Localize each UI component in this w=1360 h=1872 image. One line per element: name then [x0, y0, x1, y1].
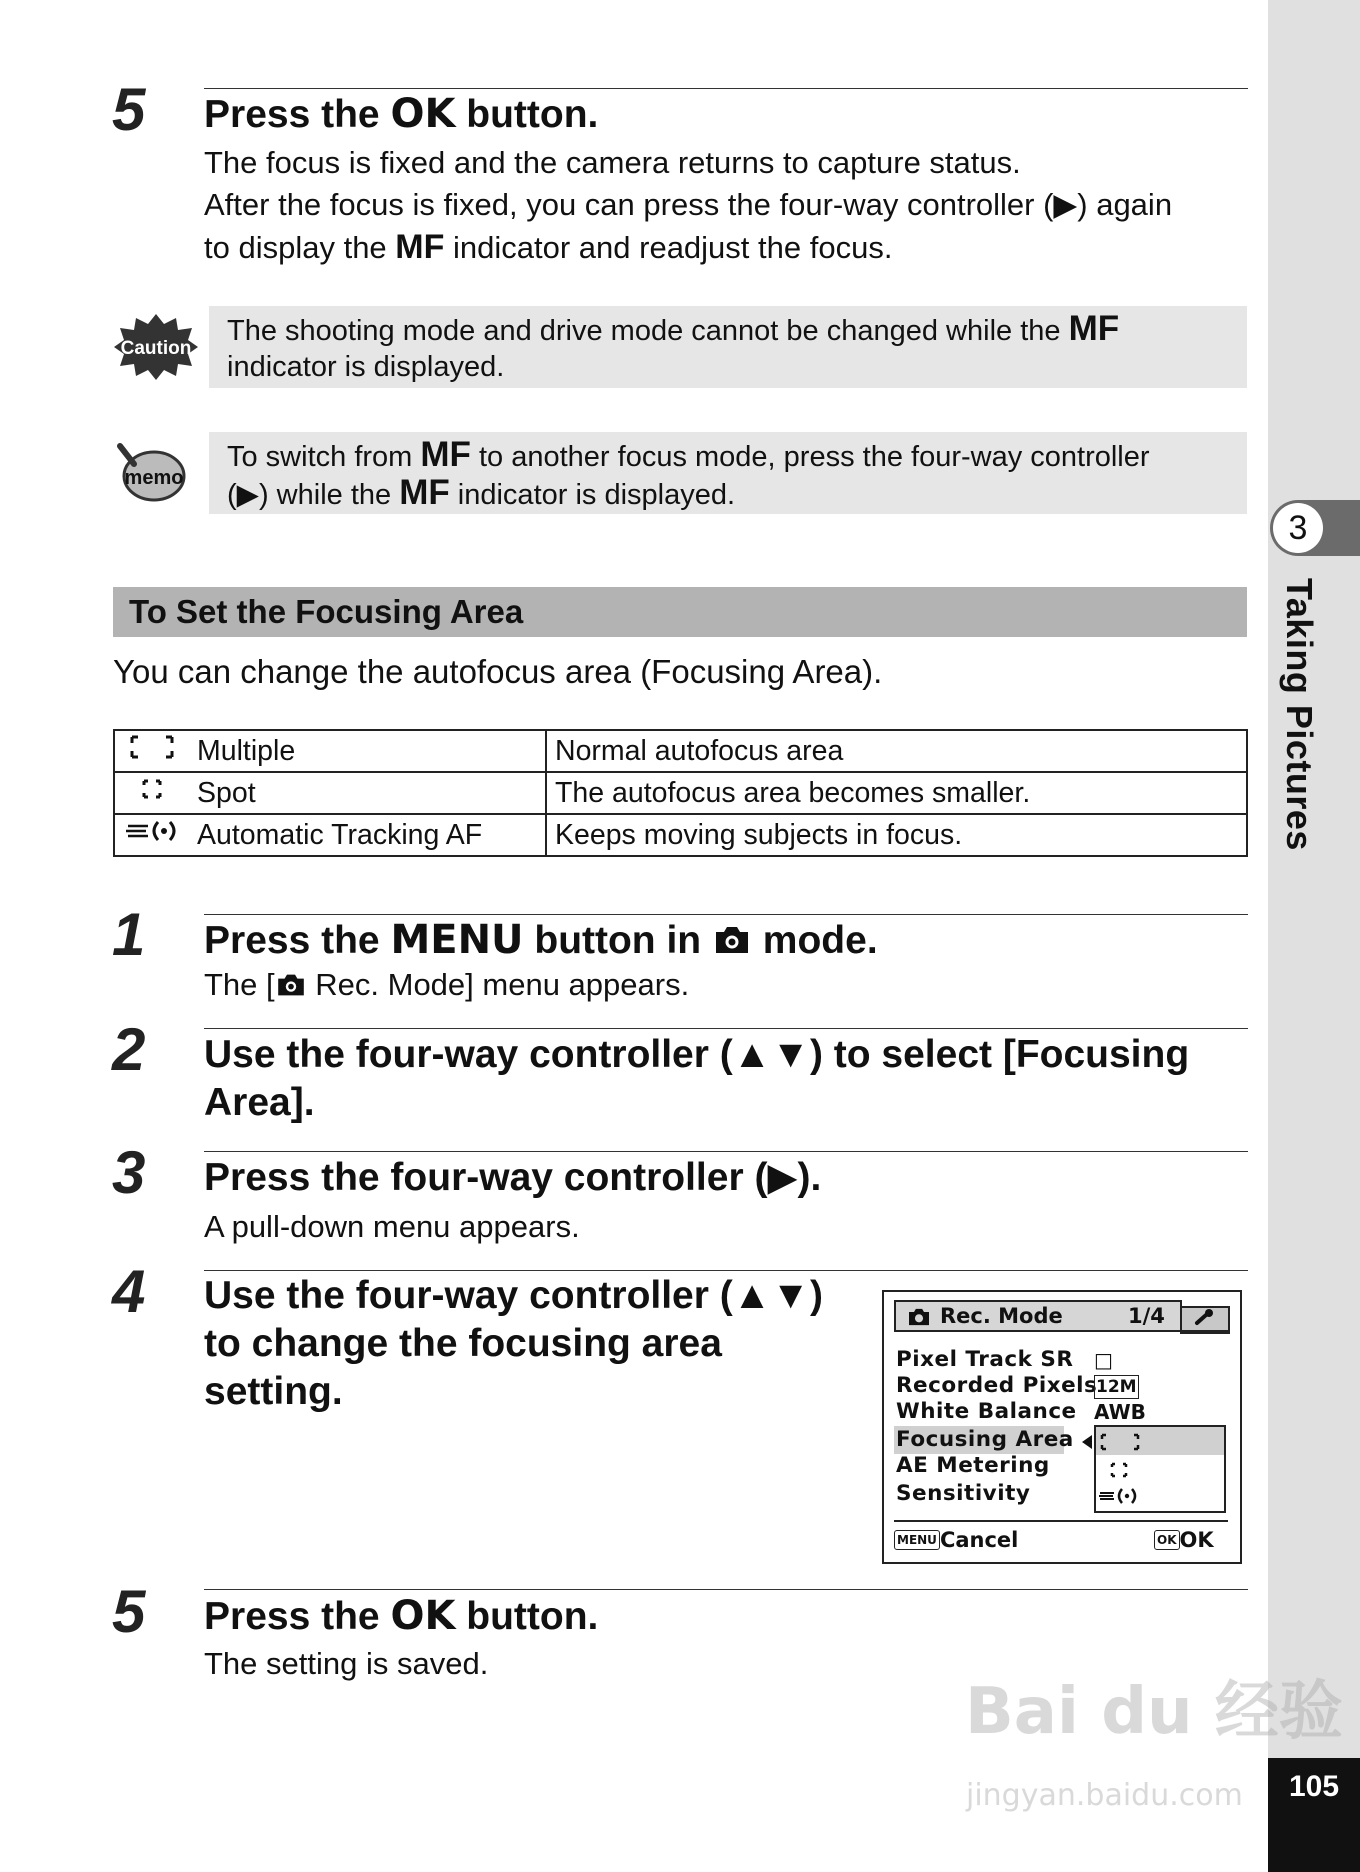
menu-item: Pixel Track SR — [896, 1347, 1074, 1372]
ok-hint: OK OK — [1154, 1526, 1214, 1554]
screen-title-bar: Rec. Mode 1/4 — [894, 1300, 1182, 1332]
svg-text:Caution: Caution — [120, 338, 192, 359]
area-description: Keeps moving subjects in focus. — [546, 814, 1247, 856]
memo-icon — [114, 440, 186, 504]
spot-area-icon — [114, 772, 189, 814]
tracking-af-icon — [114, 814, 189, 856]
step-body: The focus is fixed and the camera returns to capture status. After the focus is fixed, you can press the four-way controller (▶) again to display the MF indicator and readjust the focus. — [204, 145, 1173, 266]
table-row — [114, 772, 1247, 814]
page-number: 105 — [1288, 1770, 1340, 1803]
menu-item: Recorded Pixels — [896, 1373, 1098, 1398]
multiple-area-icon — [1098, 1432, 1142, 1452]
step-heading: Use the four-way controller (▲▼) to select [Focusing Area]. — [204, 1033, 1190, 1124]
caution-icon — [114, 312, 198, 382]
caution-note: The shooting mode and drive mode cannot be changed while the MF indicator is displayed. — [209, 306, 1247, 388]
cancel-hint: MENU Cancel — [894, 1526, 1018, 1554]
area-description: The autofocus area becomes smaller. — [546, 772, 1247, 814]
menu-value: □ — [1094, 1348, 1113, 1372]
baidu-watermark-url: jingyan.baidu.com — [966, 1778, 1243, 1813]
area-name: Spot — [189, 772, 546, 814]
step-rule — [204, 1589, 1248, 1590]
section-intro: You can change the autofocus area (Focusing Area). — [113, 653, 883, 690]
step-heading: Press the OK button. — [204, 91, 599, 137]
memo-note: To switch from MF to another focus mode, press the four-way controller (▶) while the MF indicator is displayed. — [209, 432, 1247, 514]
focus-area-table — [113, 729, 1248, 857]
table-row — [114, 730, 1247, 772]
chapter-sidebar — [1268, 0, 1360, 1872]
multiple-area-icon — [114, 730, 189, 772]
step-number: 5 — [112, 1578, 146, 1645]
chapter-title: Taking Pictures — [1279, 578, 1320, 851]
step-rule — [204, 1270, 1248, 1271]
menu-item: Focusing Area — [896, 1427, 1074, 1452]
step-number: 5 — [112, 76, 146, 143]
left-arrow-icon — [1082, 1434, 1092, 1453]
step-heading: Press the MENU button in mode. — [204, 916, 878, 968]
svg-text:memo: memo — [124, 467, 184, 489]
screen-divider — [894, 1520, 1228, 1522]
step-number: 2 — [112, 1016, 146, 1083]
camera-icon — [712, 920, 752, 968]
step-body: The [ Rec. Mode] menu appears. — [204, 964, 689, 1009]
menu-value: 12M — [1096, 1377, 1137, 1397]
camera-menu-screen — [882, 1290, 1242, 1564]
area-name: Multiple — [189, 730, 546, 772]
area-name: Automatic Tracking AF — [189, 814, 546, 856]
focus-area-dropdown — [1094, 1425, 1226, 1513]
tracking-af-icon — [1098, 1486, 1142, 1506]
area-description: Normal autofocus area — [546, 730, 1247, 772]
step-body: A pull-down menu appears. — [204, 1209, 580, 1244]
menu-item: AE Metering — [896, 1453, 1050, 1478]
step-rule — [204, 914, 1248, 915]
step-number: 4 — [112, 1258, 146, 1325]
step-rule — [204, 1151, 1248, 1152]
menu-item: Sensitivity — [896, 1481, 1031, 1506]
step-heading: Use the four-way controller (▲▼) to change the focusing area setting. — [204, 1274, 823, 1413]
step-heading: Press the four-way controller (▶). — [204, 1156, 822, 1199]
baidu-watermark: Bai du 经验 — [965, 1675, 1343, 1749]
chapter-number: 3 — [1273, 503, 1323, 553]
step-body: The setting is saved. — [204, 1646, 489, 1681]
spot-area-icon — [1098, 1460, 1142, 1480]
menu-item: White Balance — [896, 1399, 1077, 1424]
step-rule — [204, 88, 1248, 89]
section-heading: To Set the Focusing Area — [113, 587, 1247, 637]
step-number: 3 — [112, 1139, 146, 1206]
step-heading: Press the OK button. — [204, 1593, 599, 1639]
camera-icon — [275, 967, 307, 1009]
step-number: 1 — [112, 901, 146, 968]
menu-value: AWB — [1094, 1400, 1146, 1424]
table-row — [114, 814, 1247, 856]
step-rule — [204, 1028, 1248, 1029]
screen-divider — [894, 1330, 1228, 1332]
